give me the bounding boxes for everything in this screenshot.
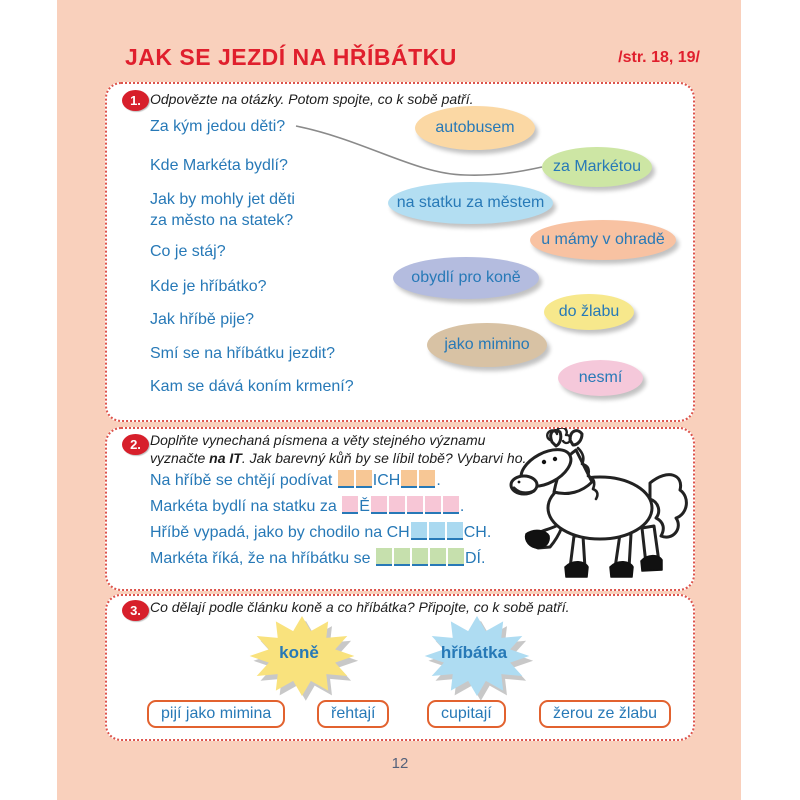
question-1: Za kým jedou děti?	[150, 118, 286, 135]
answer-oval-obydli: obydlí pro koně	[393, 257, 539, 299]
answer-oval-autobusem: autobusem	[415, 106, 535, 150]
question-7: Smí se na hříbátku jezdit?	[150, 345, 335, 362]
question-2: Kde Markéta bydlí?	[150, 157, 288, 174]
letter-boxes	[375, 550, 465, 567]
answer-oval-nesmi: nesmí	[558, 360, 643, 396]
fill-text: ICH	[372, 472, 401, 489]
section-1-badge: 1.	[122, 90, 149, 111]
page-title: JAK SE JEZDÍ NA HŘÍBÁTKU	[125, 44, 457, 70]
letter-boxes	[400, 472, 436, 489]
question-5: Kde je hříbátko?	[150, 278, 267, 295]
fill-text: Na hříbě se chtějí podívat	[150, 472, 337, 489]
star-kone	[243, 610, 361, 702]
answer-oval-na-statku: na statku za městem	[388, 182, 553, 224]
question-4: Co je stáj?	[150, 243, 226, 260]
fill-text: CH.	[463, 524, 492, 541]
section-3-instruction: Co dělají podle článku koně a co hříbátka? Připojte, co k sobě patří.	[150, 599, 570, 615]
section-2-instruction-line1: Doplňte vynechaná písmena a věty stejného významu	[150, 432, 486, 448]
fill-text: .	[459, 498, 465, 515]
question-3-line1: Jak by mohly jet děti	[150, 191, 295, 208]
option-cupitaji: cupitají	[427, 700, 506, 728]
letter-boxes	[341, 498, 359, 515]
option-zerou-ze-zlabu: žerou ze žlabu	[539, 700, 671, 728]
option-rehtaji: řehtají	[317, 700, 389, 728]
fill-text: .	[436, 472, 441, 489]
answer-oval-jako-mimino: jako mimino	[427, 323, 547, 367]
instruction-post: . Jak barevný kůň by se líbil tobě? Vybarvi ho.	[241, 450, 527, 466]
instruction-bold: na IT	[209, 450, 242, 466]
letter-boxes	[410, 524, 464, 541]
question-3	[150, 189, 295, 231]
horse-illustration	[492, 428, 697, 586]
page-number: 12	[391, 755, 409, 772]
section-2-instruction-line2	[150, 450, 526, 466]
fill-line-2	[150, 496, 464, 516]
option-piji-jako-mimina: pijí jako mimina	[147, 700, 285, 728]
answer-oval-u-mamy: u mámy v ohradě	[530, 220, 676, 260]
question-3-line2: za město na statek?	[150, 212, 294, 229]
star-label-kone: koně	[279, 643, 319, 662]
fill-text: DÍ.	[465, 550, 486, 567]
fill-line-1	[150, 470, 441, 490]
instruction-pre: vyznačte	[150, 450, 210, 466]
fill-line-3	[150, 522, 491, 542]
star-label-hribatka: hříbátka	[440, 643, 508, 662]
letter-boxes	[337, 472, 373, 489]
fill-text: Ě	[359, 498, 370, 515]
fill-line-4	[150, 548, 485, 568]
fill-text: Markéta bydlí na statku za	[150, 498, 342, 515]
letter-boxes	[370, 498, 460, 515]
fill-text: Hříbě vypadá, jako by chodilo na CH	[150, 524, 410, 541]
fill-text: Markéta říká, že na hříbátku se	[150, 550, 375, 567]
section-1-instruction: Odpovězte na otázky. Potom spojte, co k sobě patří.	[150, 91, 474, 107]
page-reference: /str. 18, 19/	[618, 49, 700, 66]
answer-oval-do-zlabu: do žlabu	[544, 294, 634, 330]
question-8: Kam se dává koním krmení?	[150, 378, 354, 395]
section-3-badge: 3.	[122, 600, 149, 621]
answer-oval-za-marketou: za Markétou	[542, 147, 652, 187]
section-2-badge: 2.	[122, 434, 149, 455]
question-6: Jak hříbě pije?	[150, 311, 255, 328]
star-hribatka	[418, 610, 536, 702]
